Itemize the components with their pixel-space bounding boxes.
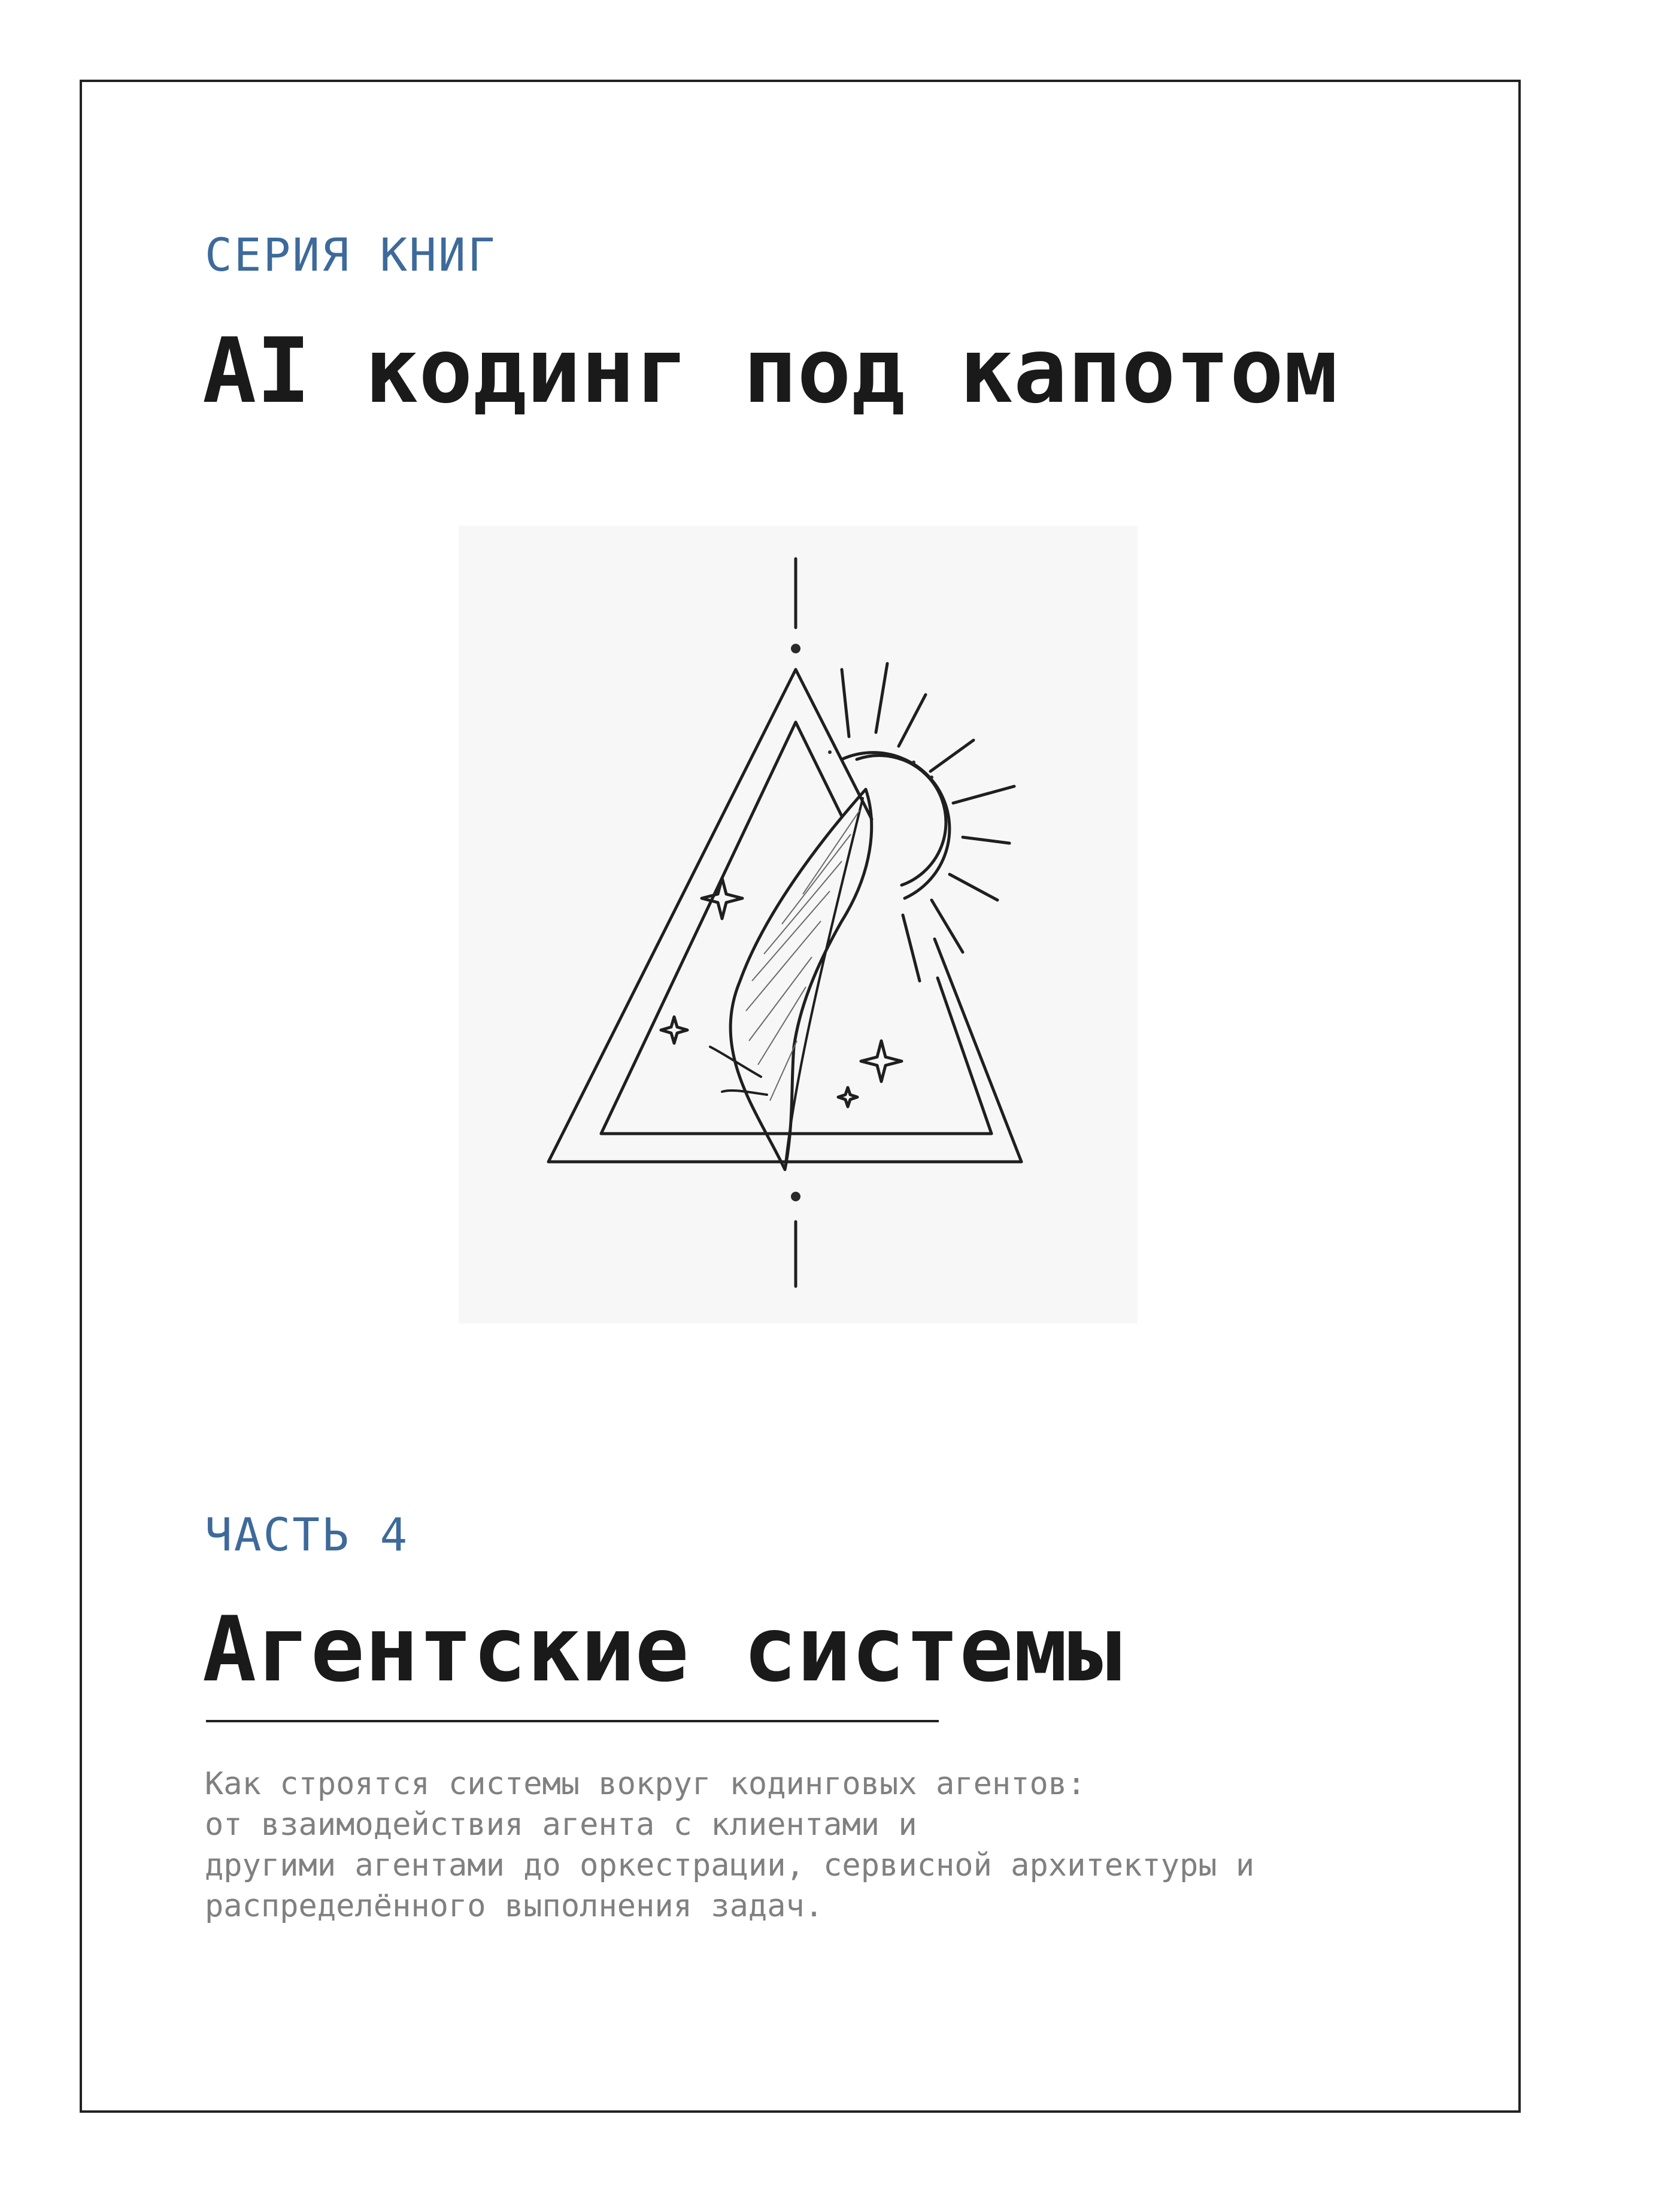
description-line: другими агентами до оркестрации, сервисной архитектуры и [205,1847,1255,1883]
feather-triangle-sun-icon [459,526,1138,1323]
description-line: от взаимодействия агента с клиентами и [205,1807,917,1843]
series-title: AI кодинг под капотом [202,319,1338,423]
part-label: ЧАСТЬ 4 [205,1508,410,1561]
title-divider [206,1720,939,1722]
description-line: распределённого выполнения задач. [205,1888,824,1924]
cover-description [205,1764,1492,1927]
description-line: Как строятся системы вокруг кодинговых агентов: [205,1766,1086,1802]
cover-illustration [459,526,1138,1323]
part-title: Агентские системы [202,1598,1122,1702]
series-label: СЕРИЯ КНИГ [205,228,497,281]
